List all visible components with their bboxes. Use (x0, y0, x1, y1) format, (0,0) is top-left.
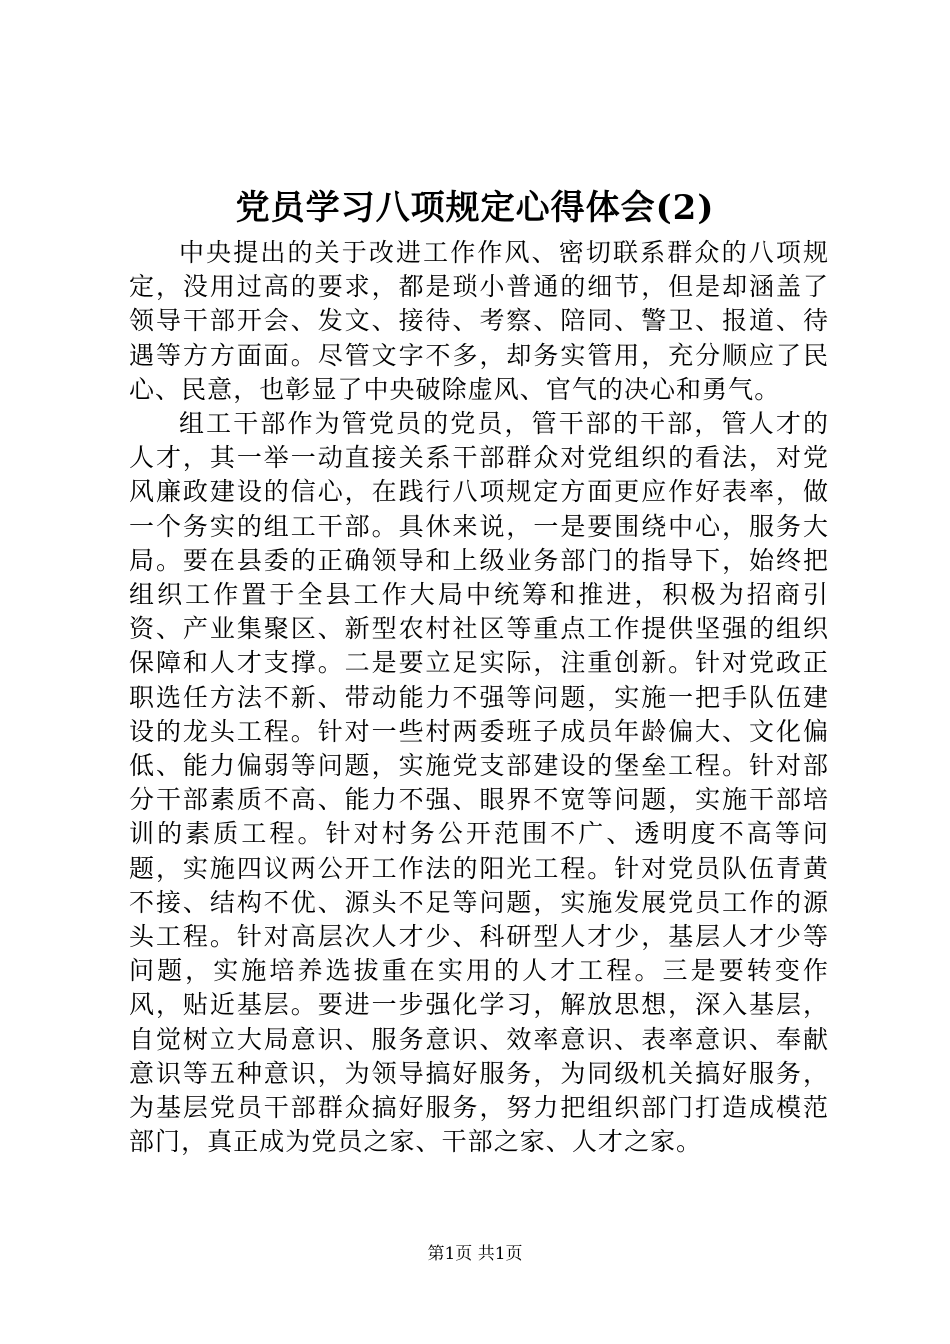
paragraph-1: 中央提出的关于改进工作作风、密切联系群众的八项规定，没用过高的要求，都是琐小普通的细节，但是却涵盖了领导干部开会、发文、接待、考察、陪同、警卫、报道、待遇等方方面面。尽管文字不多，却务实管用，充分顺应了民心、民意，也彰显了中央破除虚风、官气的决心和勇气。 (129, 238, 829, 404)
page-title: 党员学习八项规定心得体会(2) (235, 188, 715, 228)
document-body (129, 236, 829, 1159)
paragraph-2: 组工干部作为管党员的党员，管干部的干部，管人才的人才，其一举一动直接关系干部群众对党组织的看法，对党风廉政建设的信心，在践行八项规定方面更应作好表率，做一个务实的组工干部。具休来说，一是要围绕中心，服务大局。要在县委的正确领导和上级业务部门的指导下，始终把组织工作置于全县工作大局中统筹和推进，积极为招商引资、产业集聚区、新型农村社区等重点工作提供坚强的组织保障和人才支撑。二是要立足实际，注重创新。针对党政正职选任方法不新、带动能力不强等问题，实施一把手队伍建设的龙头工程。针对一些村两委班子成员年龄偏大、文化偏低、能力偏弱等问题，实施党支部建设的堡垒工程。针对部分干部素质不高、能力不强、眼界不宽等问题，实施干部培训的素质工程。针对村务公开范围不广、透明度不高等问题，实施四议两公开工作法的阳光工程。针对党员队伍青黄不接、结构不优、源头不足等问题，实施发展党员工作的源头工程。针对高层次人才少、科研型人才少，基层人才少等问题，实施培养选拔重在实用的人才工程。三是要转变作风，贴近基层。要进一步强化学习，解放思想，深入基层，自觉树立大局意识、服务意识、效率意识、表率意识、奉献意识等五种意识，为领导搞好服务，为同级机关搞好服务，为基层党员干部群众搞好服务，努力把组织部门打造成模范部门，真正成为党员之家、干部之家、人才之家。 (129, 409, 829, 1157)
page-number-footer: 第1页 共1页 (427, 1244, 523, 1264)
